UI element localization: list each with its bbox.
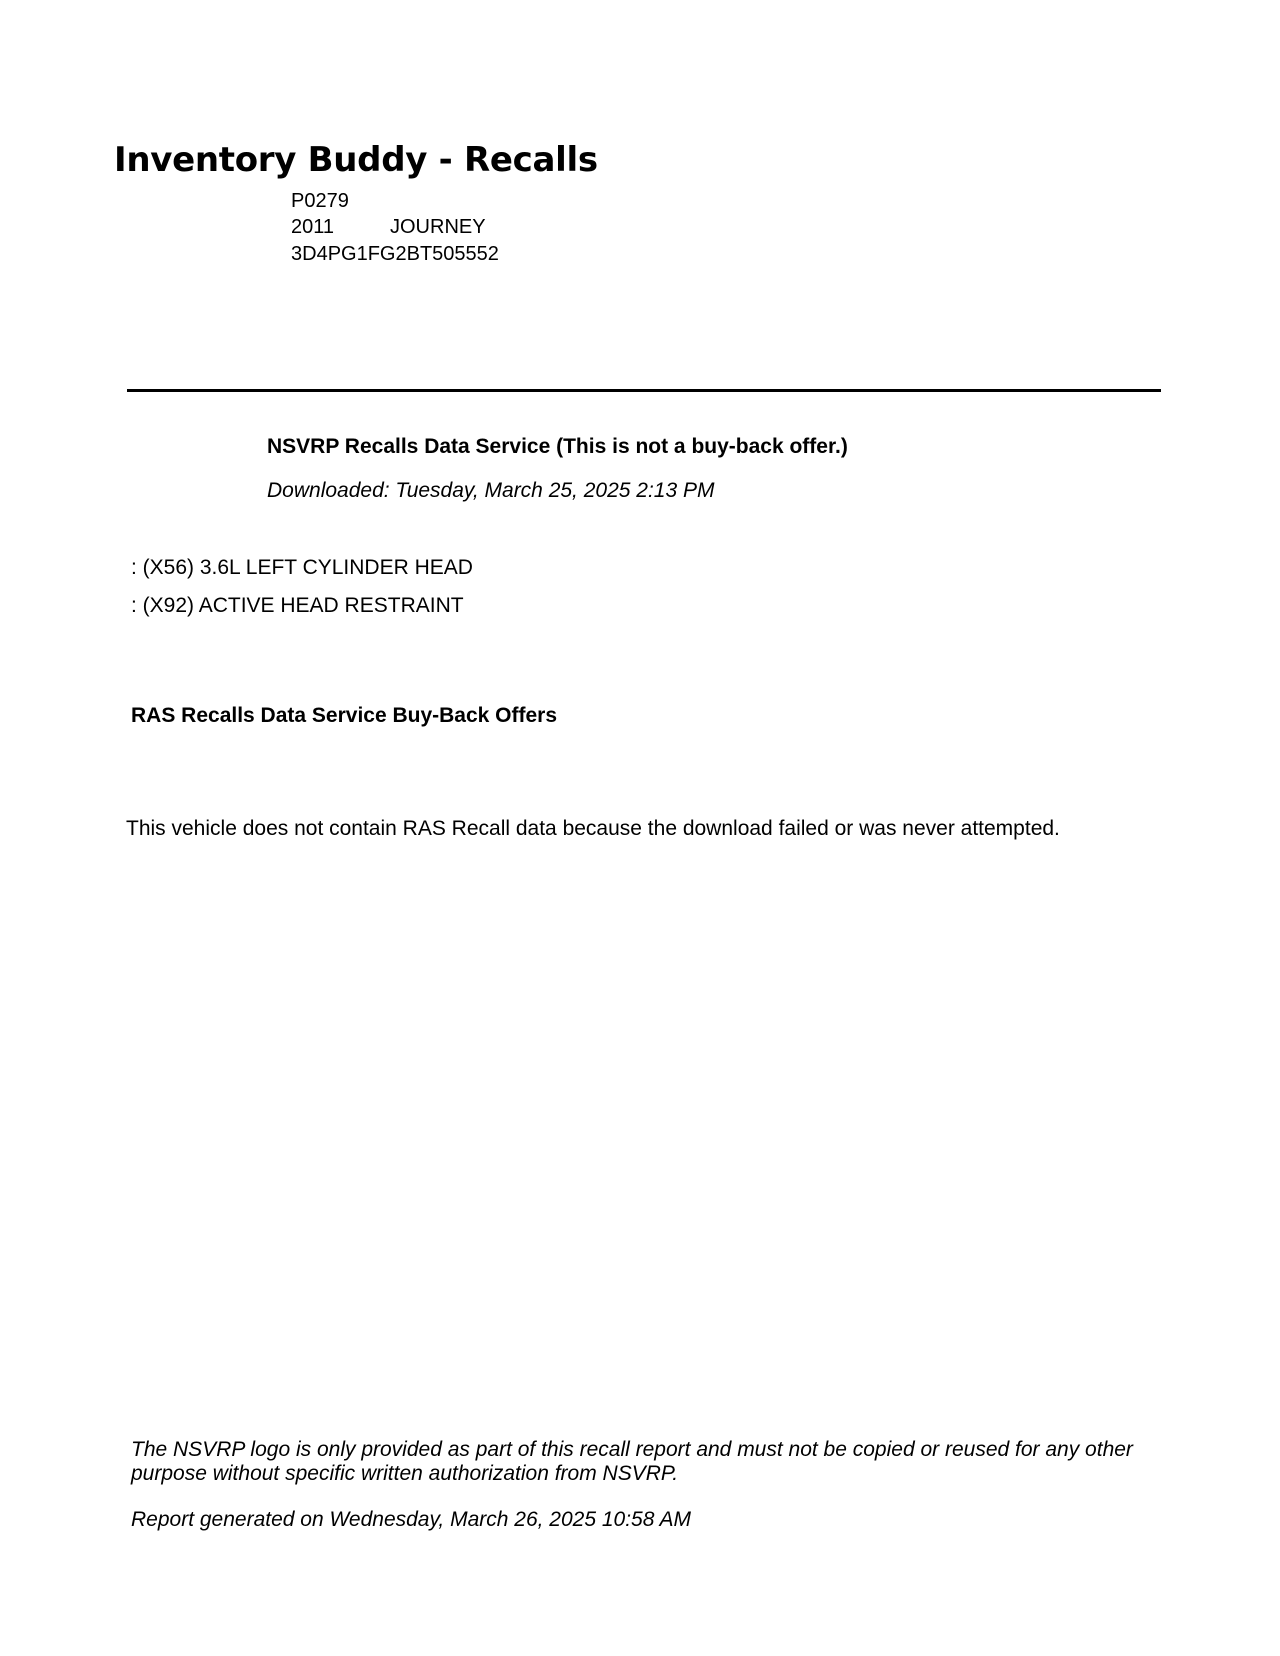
year-value: 2011 <box>291 216 335 238</box>
vin-number-value: 3D4PG1FG2BT505552 <box>291 243 499 265</box>
recall-item: : (X56) 3.6L LEFT CYLINDER HEAD <box>131 556 473 579</box>
page-title: Inventory Buddy - Recalls <box>114 140 598 180</box>
recall-item: : (X92) ACTIVE HEAD RESTRAINT <box>131 594 464 617</box>
stock-number-value: P0279 <box>291 190 349 212</box>
ras-status-message: This vehicle does not contain RAS Recall data because the download failed or was never attempted. <box>126 817 1060 840</box>
nsvrp-downloaded-date: Downloaded: Tuesday, March 25, 2025 2:13 PM <box>267 479 715 502</box>
logo-disclaimer: The NSVRP logo is only provided as part of this recall report and must not be copied or reused for any other purpose without specific written authorization from NSVRP. <box>131 1438 1133 1485</box>
report-generated-timestamp: Report generated on Wednesday, March 26, 2025 10:58 AM <box>131 1508 691 1531</box>
section-divider <box>127 389 1161 392</box>
nsvrp-section-title: NSVRP Recalls Data Service (This is not a buy-back offer.) <box>267 435 848 458</box>
vin-number-row <box>0 240 700 268</box>
stock-number-row <box>0 185 700 213</box>
ras-section-title: RAS Recalls Data Service Buy-Back Offers <box>131 704 558 727</box>
model-value: JOURNEY <box>390 216 486 238</box>
year-model-row <box>0 213 700 241</box>
